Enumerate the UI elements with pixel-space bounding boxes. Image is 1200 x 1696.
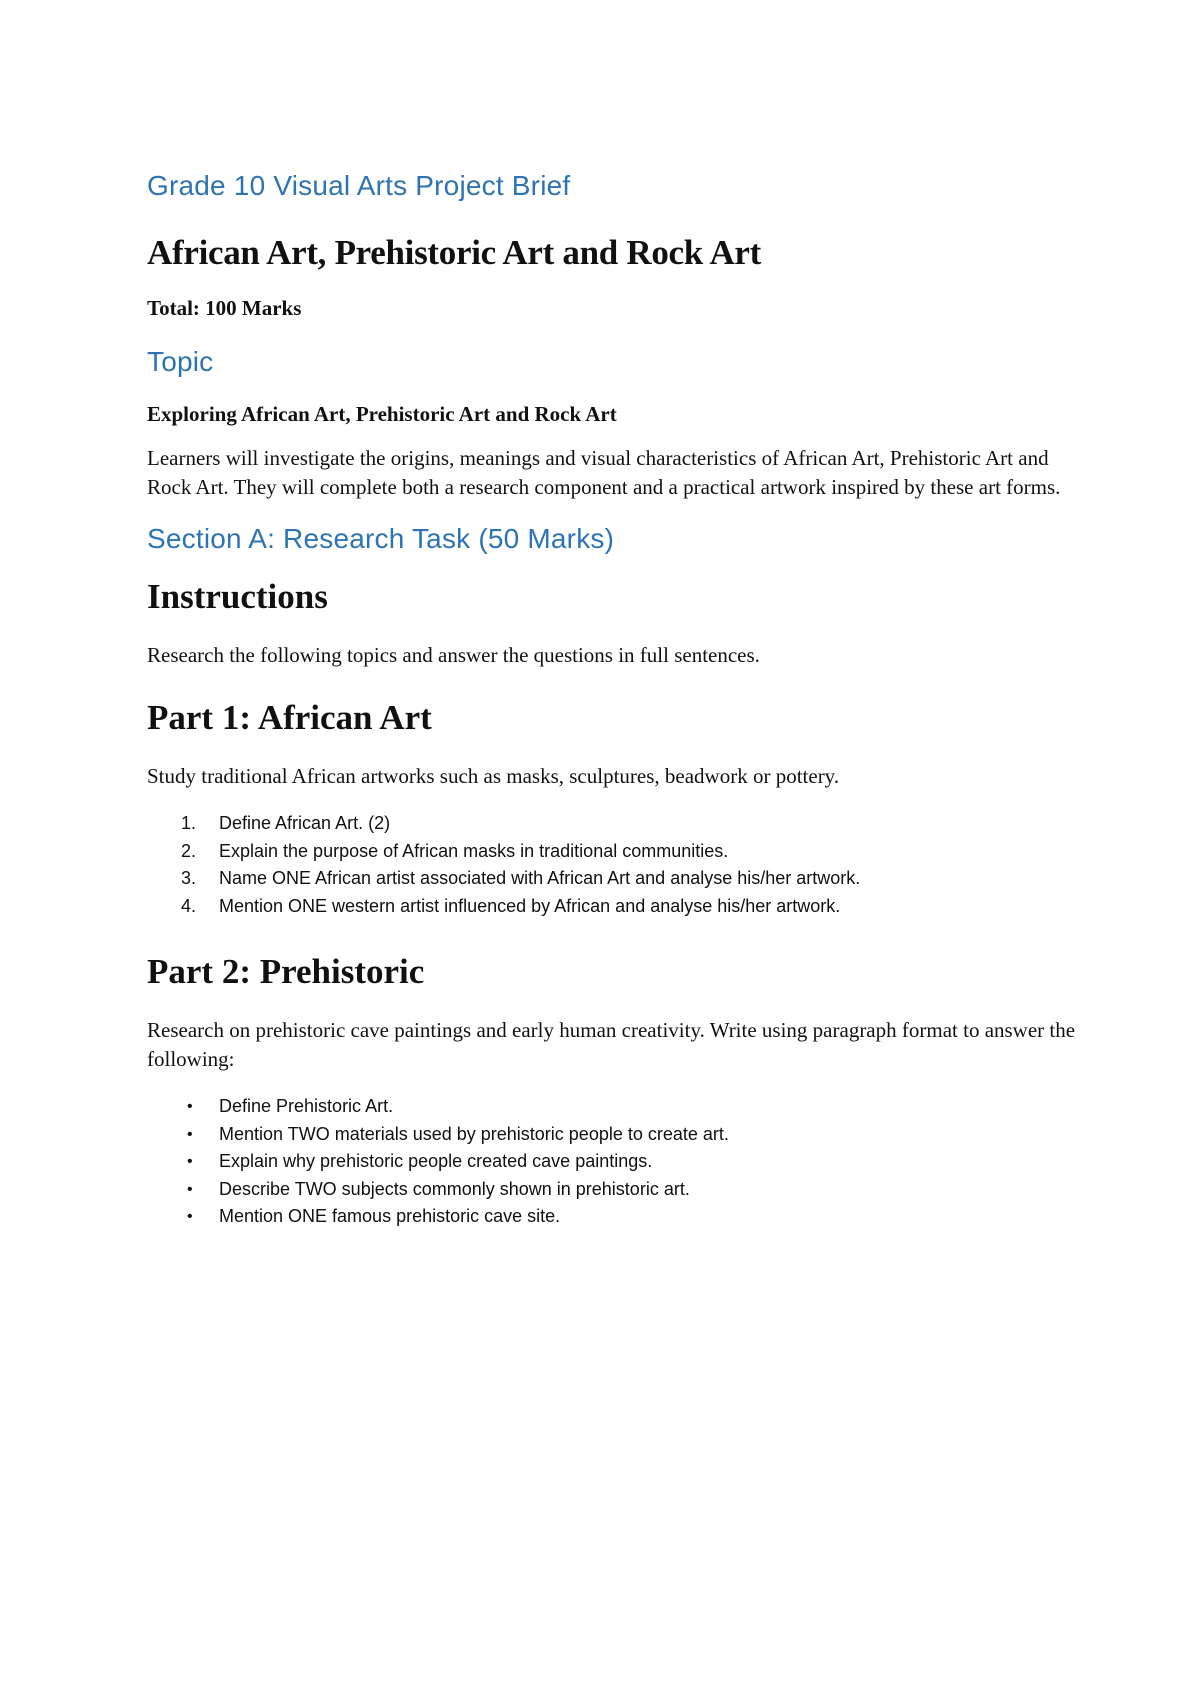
instructions-text: Research the following topics and answer the questions in full sentences. (147, 643, 760, 667)
bullet-icon: • (187, 1208, 193, 1225)
list-item-text: Explain why prehistoric people created cave paintings. (219, 1151, 653, 1171)
list-item (147, 1203, 1077, 1231)
list-number: 2. (181, 840, 197, 861)
part1-heading: Part 1: African Art (147, 697, 432, 737)
list-item (147, 810, 1077, 838)
list-item-text: Define African Art. (2) (219, 813, 391, 833)
bullet-icon: • (187, 1153, 193, 1170)
list-item-text: Mention ONE western artist influenced by African and analyse his/her artwork. (219, 895, 841, 916)
list-item (147, 893, 1077, 921)
total-marks: Total: 100 Marks (147, 296, 302, 320)
list-number: 4. (181, 895, 197, 916)
part2-heading: Part 2: Prehistoric (147, 952, 425, 991)
document-title: African Art, Prehistoric Art and Rock Art (147, 233, 762, 272)
list-item (147, 1093, 1077, 1121)
document-body (147, 168, 1077, 1261)
list-item (147, 1121, 1077, 1149)
bullet-icon: • (187, 1125, 193, 1143)
topic-title: Exploring African Art, Prehistoric Art and Rock Art (147, 402, 617, 426)
list-item-text: Define Prehistoric Art. (219, 1096, 394, 1116)
section-a-heading: Section A: Research Task (50 Marks) (147, 523, 615, 554)
part2-intro: Research on prehistoric cave paintings and early human creativity. Write using paragraph format to answer the following: (147, 1018, 1076, 1071)
list-number: 1. (181, 813, 197, 833)
bullet-icon: • (187, 1180, 193, 1198)
list-number: 3. (181, 868, 197, 888)
part2-question-list (147, 1093, 1077, 1231)
list-item (147, 838, 1077, 866)
list-item-text: Explain the purpose of African masks in traditional communities. (219, 840, 729, 861)
list-item (147, 1148, 1077, 1176)
topic-description: Learners will investigate the origins, meanings and visual characteristics of African Art, Prehistoric Art and Rock Art. They will complete both a research component and a practical artwork inspired by these art forms. (147, 446, 1061, 499)
document-subtitle: Grade 10 Visual Arts Project Brief (147, 170, 571, 201)
list-item-text: Name ONE African artist associated with African Art and analyse his/her artwork. (219, 868, 861, 888)
part1-question-list (147, 810, 1077, 920)
topic-heading: Topic (147, 346, 214, 377)
list-item (147, 865, 1077, 893)
bullet-icon: • (187, 1098, 193, 1115)
list-item-text: Mention ONE famous prehistoric cave site. (219, 1206, 561, 1226)
list-item (147, 1176, 1077, 1204)
instructions-heading: Instructions (147, 577, 328, 616)
list-item-text: Describe TWO subjects commonly shown in prehistoric art. (219, 1178, 690, 1199)
list-item-text: Mention TWO materials used by prehistoric people to create art. (219, 1123, 729, 1144)
part1-intro: Study traditional African artworks such as masks, sculptures, beadwork or pottery. (147, 763, 840, 788)
